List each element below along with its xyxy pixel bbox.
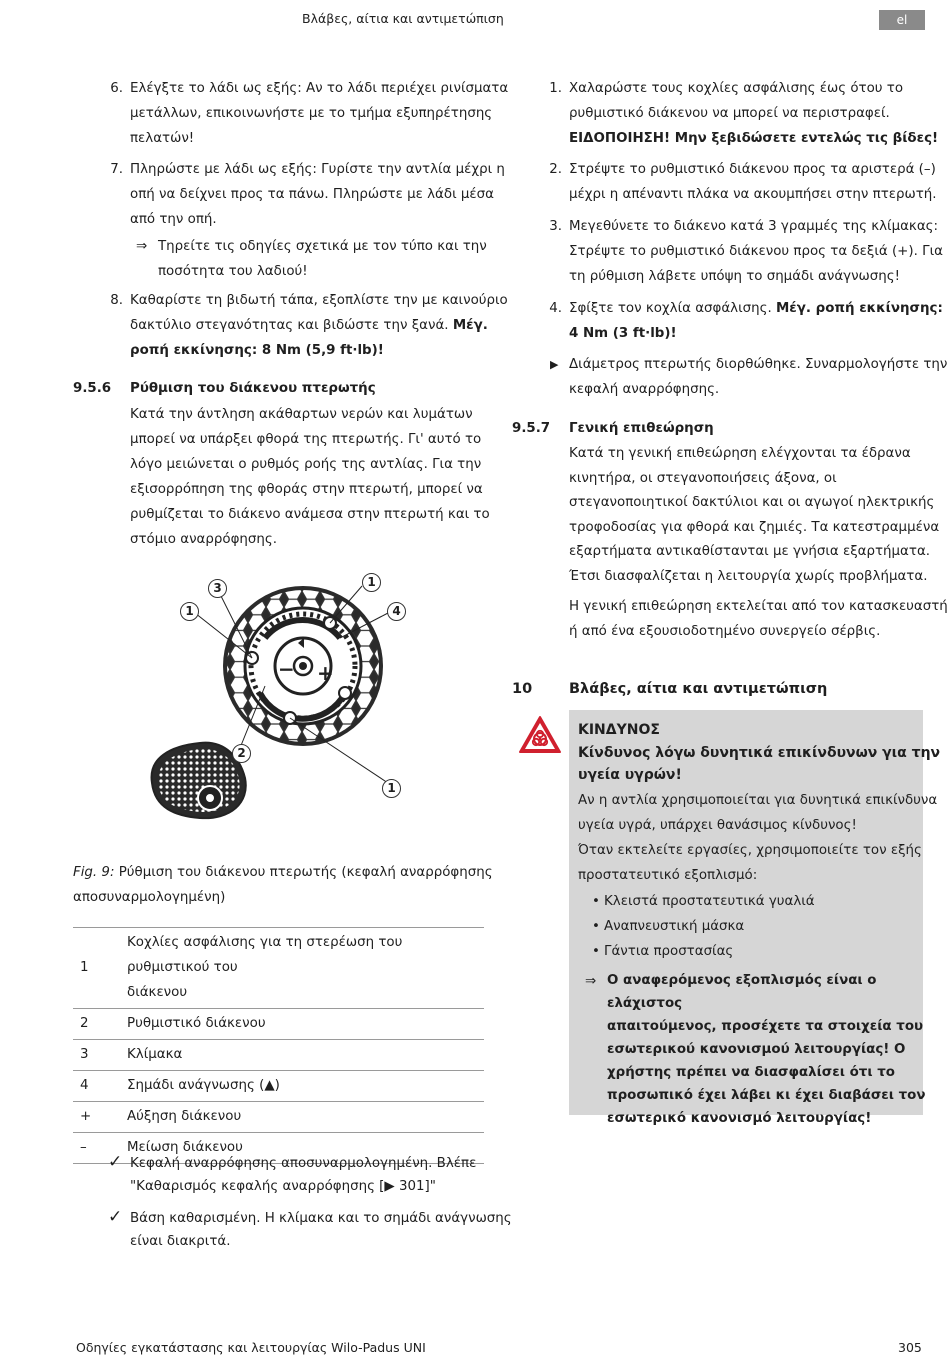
section-body: Η γενική επιθεώρηση εκτελείται από τον κατασκευαστή ή από ένα εξουσιοδοτημένο συνεργείο σέρβις. bbox=[569, 599, 948, 639]
legend-desc: Ρυθμιστικό διάκενου bbox=[127, 1009, 484, 1040]
list-item: Αναπνευστική μάσκα bbox=[604, 919, 745, 934]
danger-title: ΚΙΝΔΥΝΟΣ bbox=[578, 722, 660, 738]
section-number: 9.5.7 bbox=[512, 421, 551, 436]
bullet-dot-icon: • bbox=[592, 919, 600, 934]
step-text: Καθαρίστε τη βιδωτή τάπα, εξοπλίστε την με καινούριο δακτύλιο στεγανότητας και βιδώστε την ξανά. Μέγ. ροπή εκκίνησης: 8 Nm (5,9 ft·lb)! bbox=[130, 293, 508, 358]
footer-text: Οδηγίες εγκατάστασης και λειτουργίας Wilo-Padus UNI bbox=[76, 1340, 426, 1355]
legend-key: 2 bbox=[73, 1009, 127, 1040]
callout-badge: 3 bbox=[208, 579, 227, 598]
table-row bbox=[73, 1040, 484, 1071]
plus-sign: + bbox=[317, 661, 334, 685]
table-row bbox=[73, 1071, 484, 1102]
table-row bbox=[73, 1102, 484, 1133]
impeller-plate-drawing bbox=[223, 586, 383, 746]
legend-desc: Σημάδι ανάγνωσης (▲) bbox=[127, 1071, 484, 1102]
minus-sign: − bbox=[278, 657, 295, 681]
legend-desc: Μείωση διάκενου bbox=[127, 1133, 484, 1164]
legend-key: – bbox=[73, 1133, 127, 1164]
danger-subtitle: Κίνδυνος λόγω δυνητικά επικίνδυνων για την υγεία υγρών! bbox=[578, 745, 941, 783]
danger-body: Αν η αντλία χρησιμοποιείται για δυνητικά επικίνδυνα υγεία υγρά, υπάρχει θανάσιμος κίνδυνος! Όταν εκτελείτε εργασίες, χρησιμοποιείτε τον εξής προστατευτικό εξοπλισμό: bbox=[578, 793, 938, 883]
callout-badge: 1 bbox=[362, 573, 381, 592]
section-title: Ρύθμιση του διάκενου πτερωτής bbox=[130, 381, 376, 396]
step-number: 1. bbox=[549, 81, 562, 96]
step-text: Χαλαρώστε τους κοχλίες ασφάλισης έως ότου το ρυθμιστικό διάκενου να μπορεί να περιστραφεί. ΕΙΔΟΠΟΙΗΣΗ! Μην ξεβιδώσετε εντελώς τις βίδες! bbox=[569, 81, 939, 146]
arrow-icon: ⇒ bbox=[585, 974, 597, 989]
result-arrow-icon: ▶ bbox=[550, 358, 559, 371]
language-badge: el bbox=[879, 10, 925, 30]
bullet-dot-icon: • bbox=[592, 944, 600, 959]
section-title: Γενική επιθεώρηση bbox=[569, 421, 714, 436]
legend-desc: Αύξηση διάκενου bbox=[127, 1102, 484, 1133]
table-row bbox=[73, 928, 484, 1009]
legend-key: + bbox=[73, 1102, 127, 1133]
section-body: Κατά τη γενική επιθεώρηση ελέγχονται τα έδρανα κινητήρα, οι στεγανοποιήσεις άξονα, οι στεγανοποιητικοί δακτύλιοι και οι αγωγοί ηλεκτρικής τροφοδοσίας για φθορά και ζημιές. Τα κατεστραμμένα εξαρτήματα αντικαθίστανται με γνήσια εξαρτήματα. Έτσι διασφαλίζεται η λειτουργία χωρίς προβλήματα. bbox=[569, 446, 940, 584]
legend-key: 3 bbox=[73, 1040, 127, 1071]
section-body: Κατά την άντληση ακάθαρτων νερών και λυμάτων μπορεί να υπάρξει φθορά της πτερωτής. Γι' αυτό το λόγο μειώνεται ο ρυθμός ροής της αντλίας. Για την εξισορρόπηση της φθοράς στην πτερωτή, μπορεί να ρυθμίζεται το διάκενο ανάμεσα στην πτερωτή και το στόμιο αναρρόφησης. bbox=[130, 407, 490, 547]
step-text: Μεγεθύνετε το διάκενο κατά 3 γραμμές της κλίμακας: Στρέψτε το ρυθμιστικό διάκενου προς τα δεξιά (+). Για τη ρύθμιση λάβετε υπόψη το σημάδι ανάγνωσης! bbox=[569, 219, 943, 284]
step-number: 4. bbox=[549, 301, 562, 316]
callout-badge: 1 bbox=[180, 602, 199, 621]
arrow-icon: ⇒ bbox=[136, 239, 148, 254]
page-number: 305 bbox=[898, 1340, 922, 1355]
step-text: Στρέψτε το ρυθμιστικό διάκενου προς τα αριστερά (–) μέχρι η απέναντι πλάκα να ακουμπήσει στην πτερωτή. bbox=[569, 162, 937, 202]
check-item: Κεφαλή αναρρόφησης αποσυναρμολογημένη. Βλέπε "Καθαρισμός κεφαλής αναρρόφησης [▶ 301]" bbox=[130, 1156, 477, 1194]
figure-caption: Fig. 9: Ρύθμιση του διάκενου πτερωτής (κεφαλή αναρρόφησης αποσυναρμολογημένη) bbox=[73, 865, 493, 905]
danger-note: Ο αναφερόμενος εξοπλισμός είναι ο ελάχιστος απαιτούμενος, προσέχετε τα στοιχεία του εσωτερικού κανονισμού λειτουργίας! Ο χρήστης πρέπει να διασφαλίσει ότι το προσωπικό έχει λάβει κι έχει διαβάσει τον εσωτερικό κανονισμό λειτουργίας! bbox=[607, 973, 926, 1126]
section-number: 9.5.6 bbox=[73, 381, 112, 396]
biohazard-warning-icon bbox=[518, 715, 562, 755]
chapter-number: 10 bbox=[512, 681, 533, 697]
callout-badge: 1 bbox=[382, 779, 401, 798]
step-text: Σφίξτε τον κοχλία ασφάλισης. Μέγ. ροπή εκκίνησης: 4 Nm (3 ft·lb)! bbox=[569, 301, 943, 341]
legend-key: 1 bbox=[73, 928, 127, 1009]
table-row bbox=[73, 1009, 484, 1040]
step-number: 7. bbox=[110, 162, 123, 177]
step-text: Πληρώστε με λάδι ως εξής: Γυρίστε την αντλία μέχρι η οπή να δείχνει προς τα πάνω. Πληρώστε με λάδι μέσα από την οπή. bbox=[130, 162, 505, 227]
step-number: 8. bbox=[110, 293, 123, 308]
check-icon: ✓ bbox=[108, 1152, 123, 1172]
list-item: Κλειστά προστατευτικά γυαλιά bbox=[604, 894, 815, 909]
step-number: 3. bbox=[549, 219, 562, 234]
callout-badge: 2 bbox=[232, 744, 251, 763]
running-header-title: Βλάβες, αίτια και αντιμετώπιση bbox=[302, 11, 504, 26]
legend-table bbox=[73, 927, 484, 1164]
result-text: Διάμετρος πτερωτής διορθώθηκε. Συναρμολογήστε την κεφαλή αναρρόφησης. bbox=[569, 357, 948, 397]
legend-key: 4 bbox=[73, 1071, 127, 1102]
chapter-title: Βλάβες, αίτια και αντιμετώπιση bbox=[569, 681, 828, 697]
arrow-note: Τηρείτε τις οδηγίες σχετικά με τον τύπο και την ποσότητα του λαδιού! bbox=[158, 239, 487, 279]
callout-badge: 4 bbox=[387, 602, 406, 621]
check-item: Βάση καθαρισμένη. Η κλίμακα και το σημάδι ανάγνωσης είναι διακριτά. bbox=[130, 1211, 512, 1249]
step-text: Ελέγξτε το λάδι ως εξής: Αν το λάδι περιέχει ρινίσματα μετάλλων, επικοινωνήστε με το τμήμα εξυπηρέτησης πελατών! bbox=[130, 81, 509, 146]
bullet-dot-icon: • bbox=[592, 894, 600, 909]
legend-desc: Κοχλίες ασφάλισης για τη στερέωση του ρυθμιστικού του διάκενου bbox=[127, 928, 484, 1009]
step-number: 2. bbox=[549, 162, 562, 177]
list-item: Γάντια προστασίας bbox=[604, 944, 734, 959]
check-icon: ✓ bbox=[108, 1207, 123, 1227]
step-number: 6. bbox=[110, 81, 123, 96]
legend-desc: Κλίμακα bbox=[127, 1040, 484, 1071]
